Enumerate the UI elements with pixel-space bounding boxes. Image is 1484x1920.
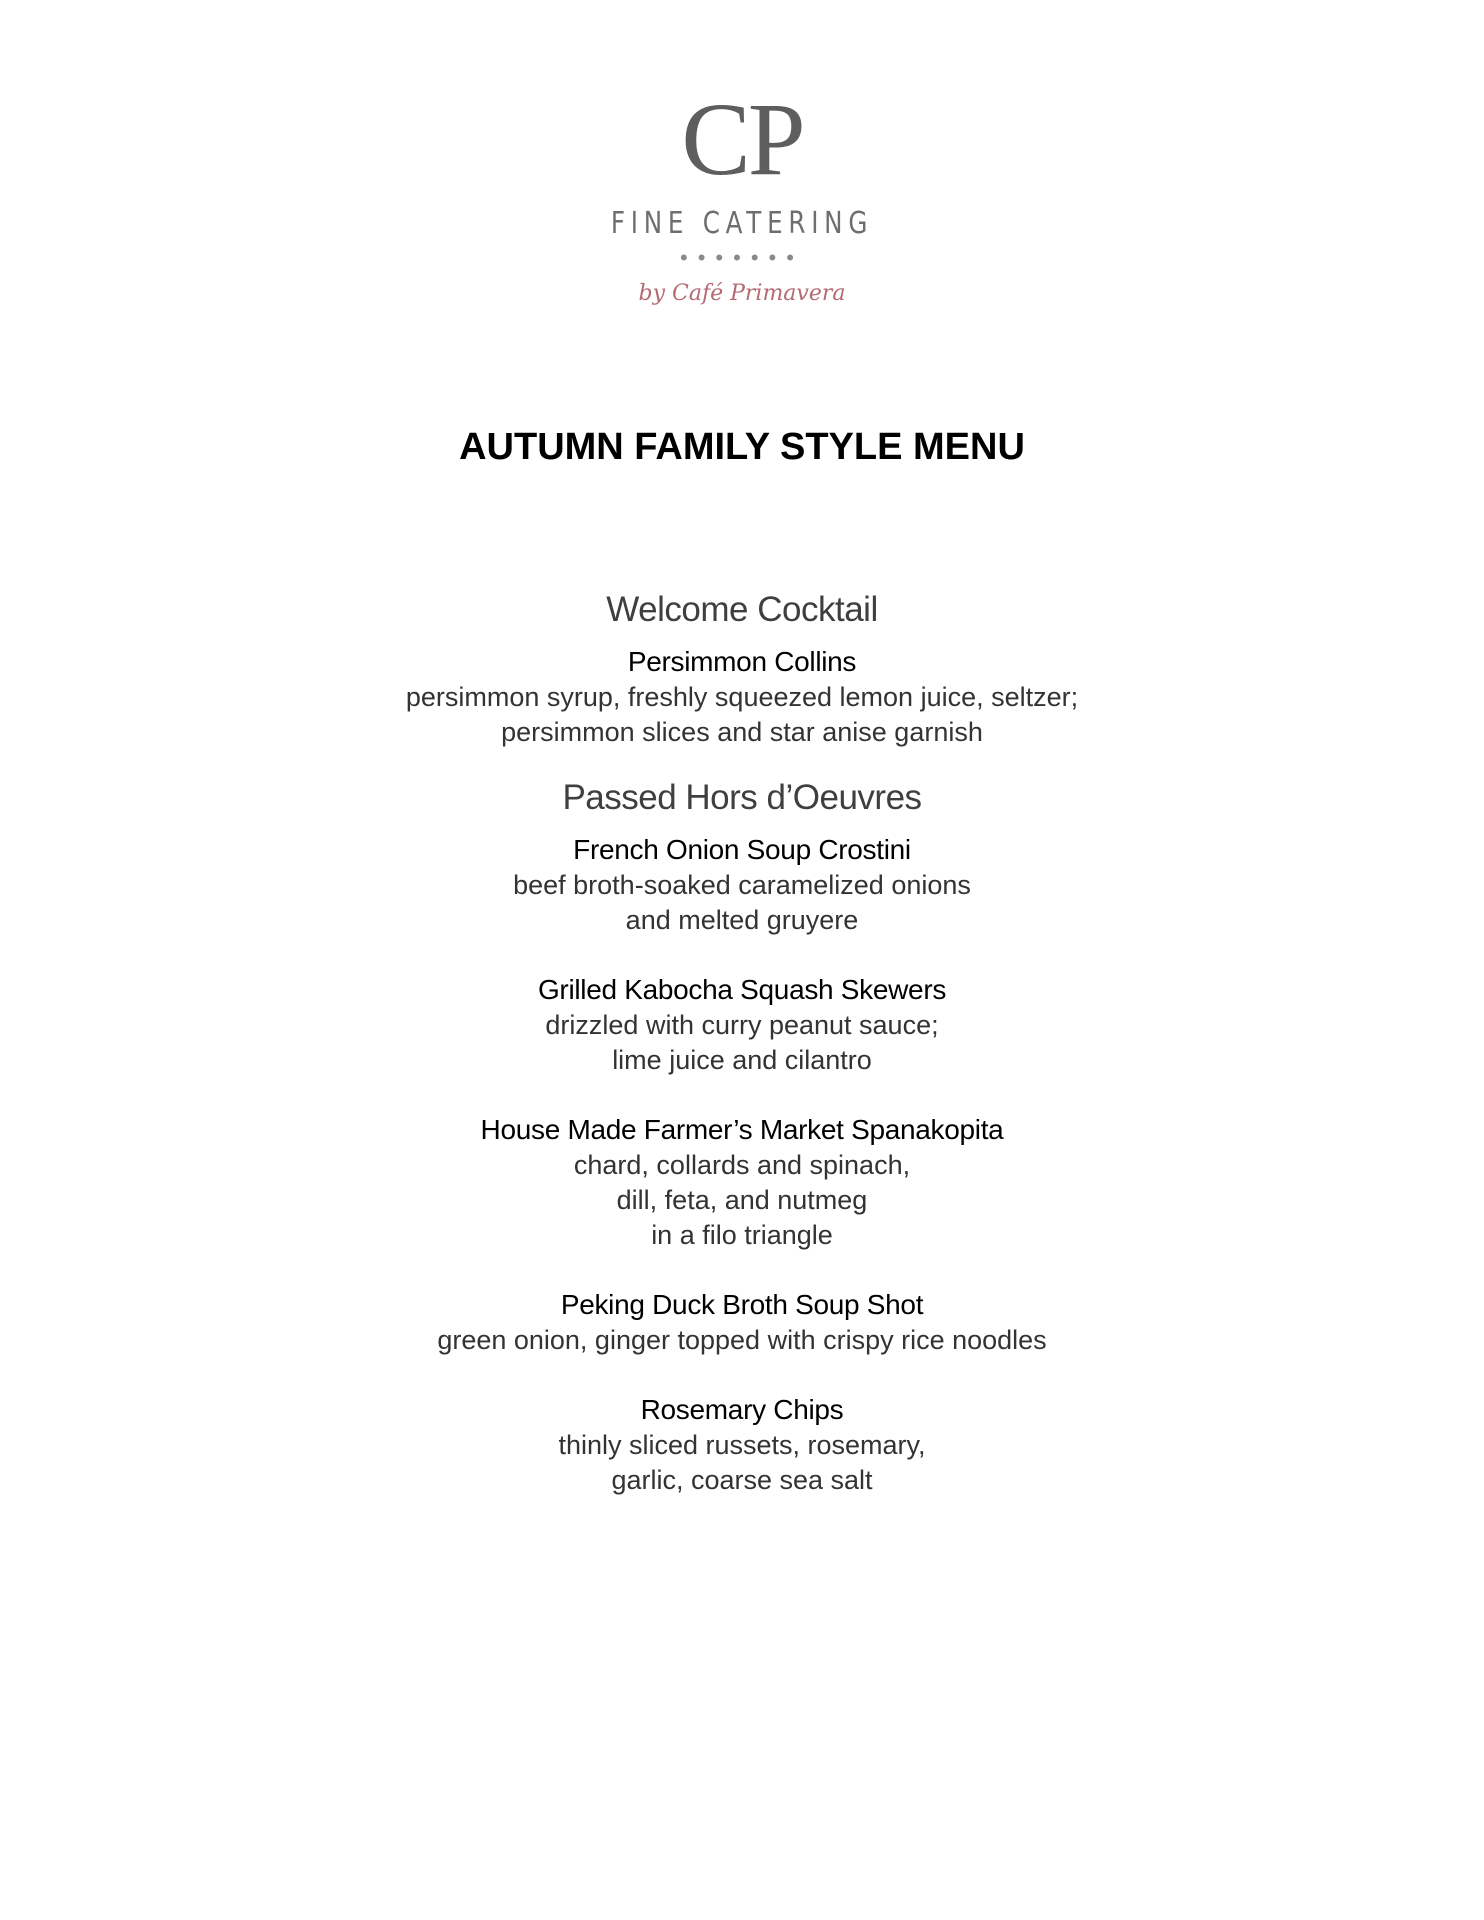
menu-item — [0, 1287, 1484, 1358]
menu-title: AUTUMN FAMILY STYLE MENU — [459, 426, 1025, 468]
logo-signature: by Café Primavera — [638, 281, 846, 306]
section-heading: Welcome Cocktail — [606, 590, 878, 629]
item-description: dill, feta, and nutmeg — [616, 1185, 868, 1215]
item-description: garlic, coarse sea salt — [611, 1465, 873, 1495]
menu-section — [0, 590, 1484, 750]
item-description: in a filo triangle — [651, 1220, 833, 1250]
item-description: thinly sliced russets, rosemary, — [558, 1430, 926, 1460]
logo-monogram: CP — [681, 82, 803, 197]
menu-item — [0, 1112, 1484, 1253]
item-description: persimmon syrup, freshly squeezed lemon juice, seltzer; — [405, 682, 1079, 712]
menu-item — [0, 972, 1484, 1078]
caterer-logo — [0, 82, 1484, 306]
menu-section — [0, 778, 1484, 1498]
logo-subtitle: FINE CATERING — [610, 206, 874, 241]
menu-item — [0, 644, 1484, 750]
item-name: Grilled Kabocha Squash Skewers — [537, 974, 947, 1005]
item-description: green onion, ginger topped with crispy rice noodles — [437, 1325, 1047, 1355]
item-description: chard, collards and spinach, — [573, 1150, 911, 1180]
item-description: beef broth-soaked caramelized onions — [513, 870, 971, 900]
item-name: Persimmon Collins — [627, 646, 857, 677]
item-name: Peking Duck Broth Soup Shot — [560, 1289, 924, 1320]
menu-body — [0, 590, 1484, 1526]
menu-item — [0, 832, 1484, 938]
item-name: House Made Farmer’s Market Spanakopita — [480, 1114, 1004, 1145]
item-description: and melted gruyere — [625, 905, 859, 935]
section-heading: Passed Hors d’Oeuvres — [562, 778, 922, 817]
item-description: persimmon slices and star anise garnish — [501, 717, 983, 747]
item-name: Rosemary Chips — [640, 1394, 844, 1425]
item-description: drizzled with curry peanut sauce; — [545, 1010, 939, 1040]
menu-item — [0, 1392, 1484, 1498]
item-name: French Onion Soup Crostini — [573, 834, 911, 865]
logo-dots: ••••••• — [680, 245, 804, 270]
item-description: lime juice and cilantro — [612, 1045, 872, 1075]
